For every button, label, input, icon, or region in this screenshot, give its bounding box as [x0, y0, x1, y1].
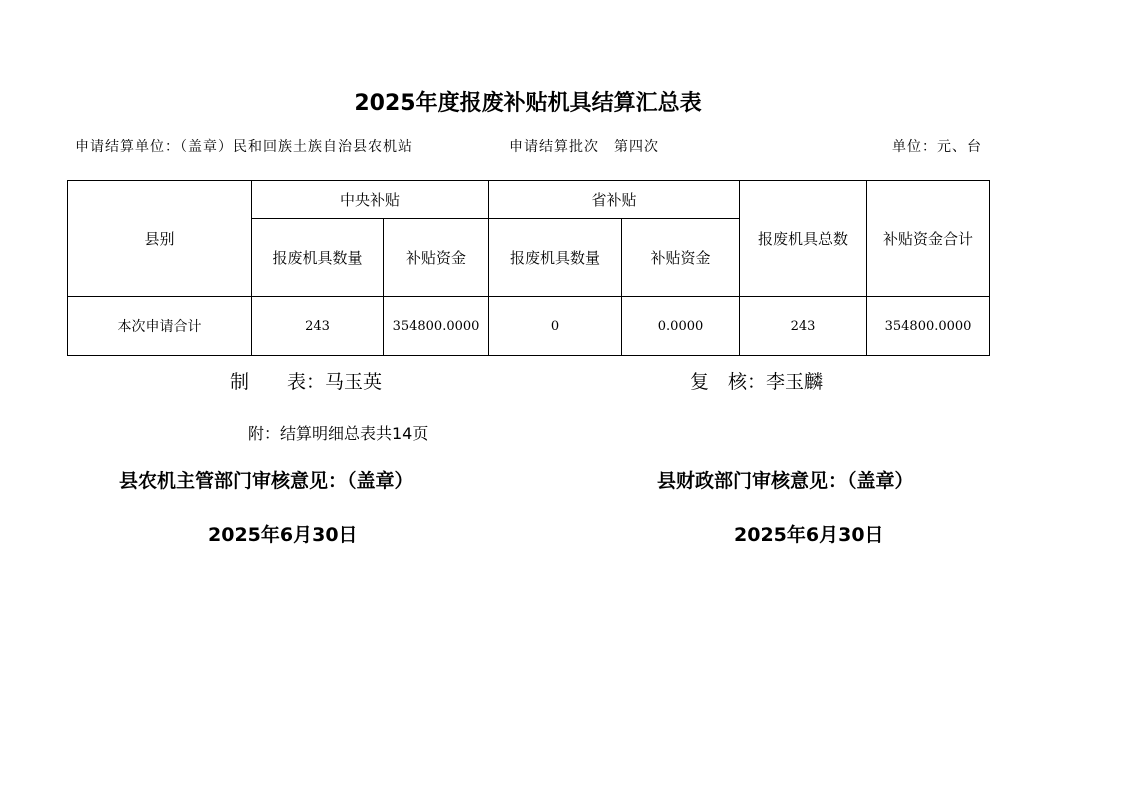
table-maker: 制 表：马玉英 — [230, 371, 383, 393]
header-county: 县别 — [68, 181, 252, 297]
unit-label: 单位：元、台 — [892, 139, 982, 155]
cell-provincial-quantity: 0 — [489, 297, 622, 356]
agri-dept-opinion: 县农机主管部门审核意见：（盖章） — [119, 470, 414, 492]
agri-dept-date: 2025年6月30日 — [208, 524, 358, 546]
settlement-summary-table — [67, 180, 990, 356]
header-central-fund: 补贴资金 — [384, 219, 489, 297]
header-central-quantity: 报废机具数量 — [252, 219, 384, 297]
finance-dept-opinion: 县财政部门审核意见：（盖章） — [657, 470, 914, 492]
table-reviewer: 复 核：李玉麟 — [690, 371, 824, 393]
applicant-unit: 申请结算单位：（盖章）民和回族土族自治县农机站 — [75, 139, 413, 155]
header-provincial-subsidy: 省补贴 — [489, 181, 740, 219]
attachment-note: 附：结算明细总表共14页 — [248, 424, 429, 443]
cell-central-fund: 354800.0000 — [384, 297, 489, 356]
header-total-fund: 补贴资金合计 — [867, 181, 990, 297]
header-provincial-fund: 补贴资金 — [622, 219, 740, 297]
cell-provincial-fund: 0.0000 — [622, 297, 740, 356]
finance-dept-date: 2025年6月30日 — [734, 524, 884, 546]
cell-county: 本次申请合计 — [68, 297, 252, 356]
cell-central-quantity: 243 — [252, 297, 384, 356]
settlement-batch: 申请结算批次 第四次 — [509, 139, 659, 155]
table-row — [68, 297, 990, 356]
header-total-quantity: 报废机具总数 — [740, 181, 867, 297]
cell-total-fund: 354800.0000 — [867, 297, 990, 356]
page-title: 2025年度报废补贴机具结算汇总表 — [354, 91, 702, 116]
header-provincial-quantity: 报废机具数量 — [489, 219, 622, 297]
header-central-subsidy: 中央补贴 — [252, 181, 489, 219]
cell-total-quantity: 243 — [740, 297, 867, 356]
